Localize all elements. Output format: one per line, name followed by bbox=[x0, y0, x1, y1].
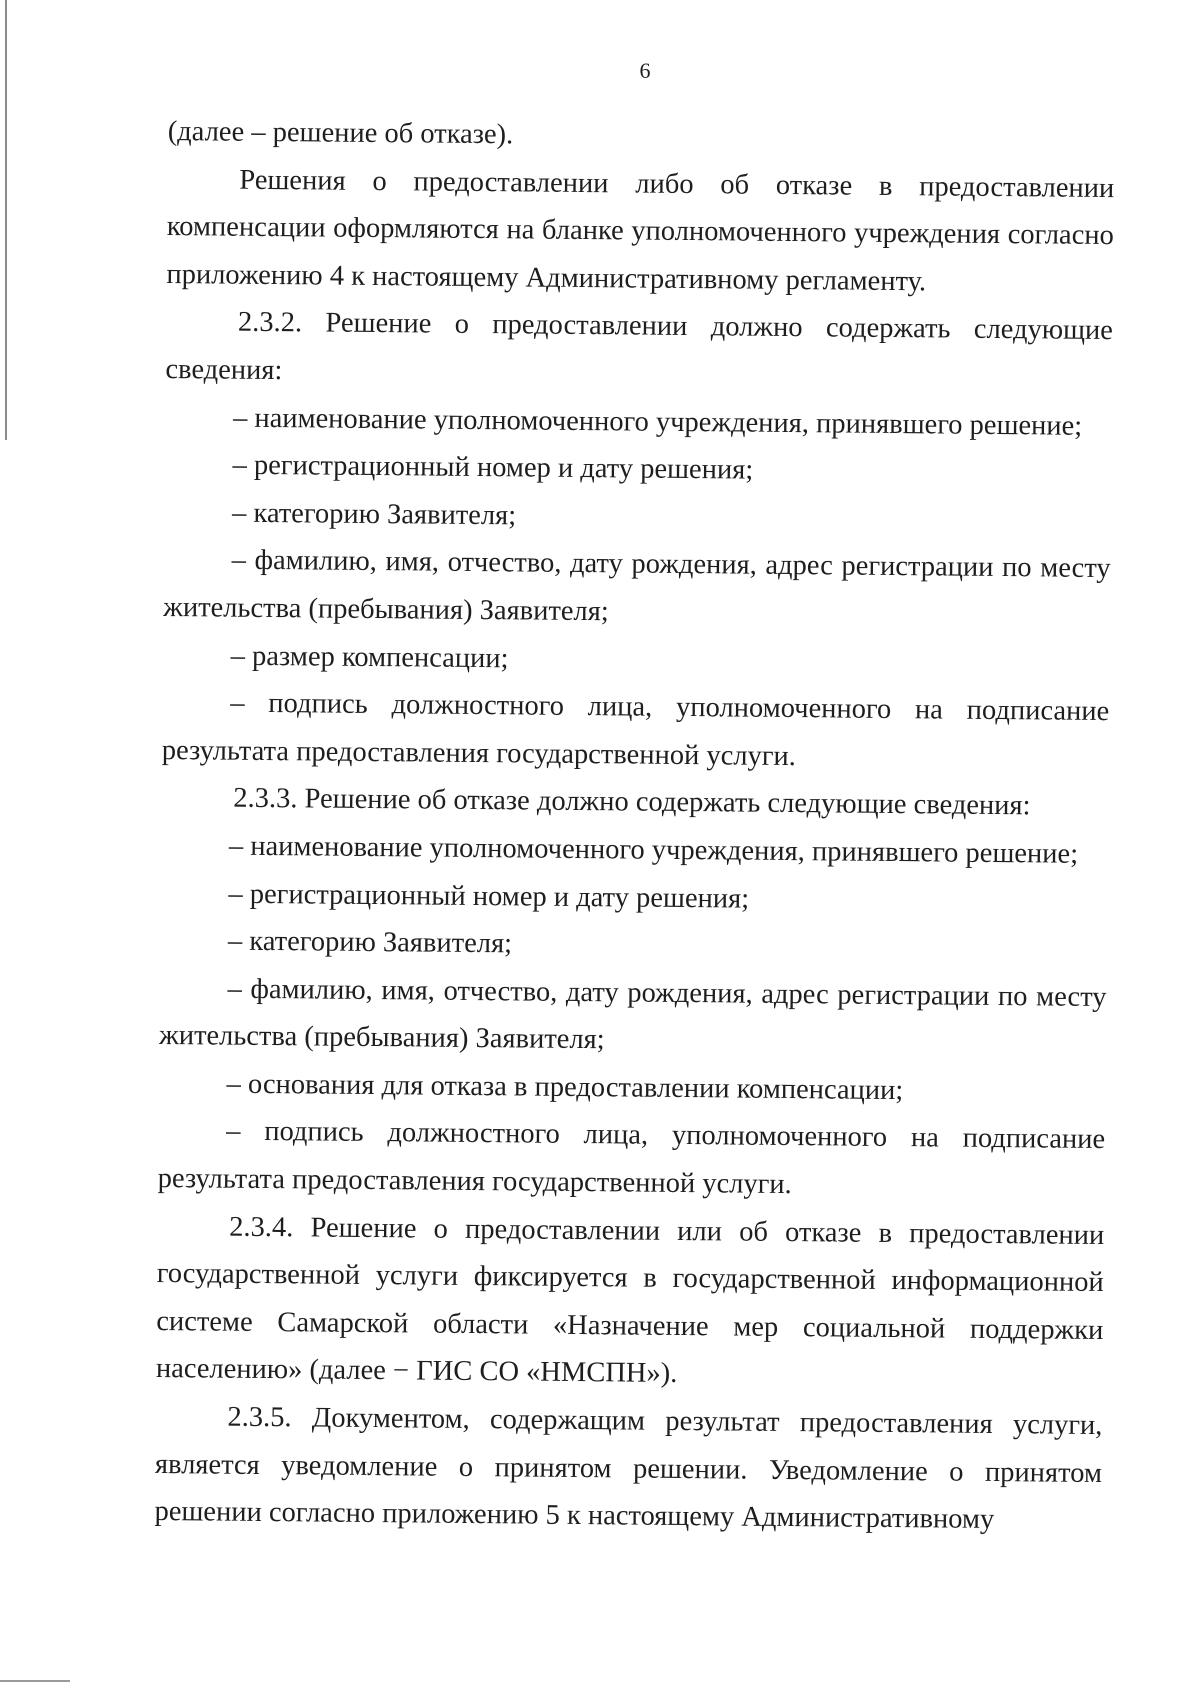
document-body bbox=[154, 108, 1115, 1545]
scan-edge-left bbox=[5, 0, 7, 440]
list-item: – категорию Заявителя; bbox=[231, 497, 517, 532]
paragraph-2-3-4: 2.3.4. Решение о предоставлении или об отказе в предоставлении государственной услуги фиксируется в государственной информационной системе Самарской области «Назначение мер социальной поддержки населению» (далее − ГИС СО «НМСПН»). bbox=[155, 1211, 1105, 1390]
paragraph-2-3-5: 2.3.5. Документом, содержащим результат предоставления услуги, является уведомление о принятом решении. Уведомление о принятом решении согласно приложению 5 к настоящему Административному bbox=[154, 1401, 1103, 1536]
list-item: – фамилию, имя, отчество, дату рождения, адрес регистрации по месту жительства (пребывания) Заявителя; bbox=[158, 973, 1107, 1056]
list-item: – категорию Заявителя; bbox=[227, 925, 513, 960]
list-item: – регистрационный номер и дату решения; bbox=[228, 878, 750, 915]
list-item: – подпись должностного лица, уполномоченного на подписание результата предоставления государственной услуги. bbox=[157, 1116, 1106, 1201]
scan-edge-bottom bbox=[0, 1680, 70, 1682]
list-item: – регистрационный номер и дату решения; bbox=[232, 449, 754, 486]
list-item: – наименование уполномоченного учреждения, принявшего решение; bbox=[232, 402, 1083, 442]
paragraph-2-3-3: 2.3.3. Решение об отказе должно содержать следующие сведения: bbox=[233, 782, 1031, 822]
paragraph-decision-form: Решения о предоставлении либо об отказе в предоставлении компенсации оформляются на бланке уполномоченного учреждения согласно приложению 4 к настоящему Административному регламенту. bbox=[166, 164, 1115, 298]
list-item: – фамилию, имя, отчество, дату рождения, адрес регистрации по месту жительства (пребывания) Заявителя; bbox=[163, 544, 1111, 628]
list-item: – размер компенсации; bbox=[230, 640, 509, 674]
list-item: – наименование уполномоченного учреждения, принявшего решение; bbox=[228, 830, 1079, 870]
paragraph-continuation: (далее – решение об отказе). bbox=[167, 115, 514, 151]
page-number: 6 bbox=[639, 58, 651, 83]
list-item: – основания для отказа в предоставлении компенсации; bbox=[226, 1068, 904, 1106]
list-item: – подпись должностного лица, уполномоченного на подписание результата предоставления государственной услуги. bbox=[161, 687, 1110, 772]
paragraph-2-3-2: 2.3.2. Решение о предоставлении должно содержать следующие сведения: bbox=[165, 307, 1114, 387]
